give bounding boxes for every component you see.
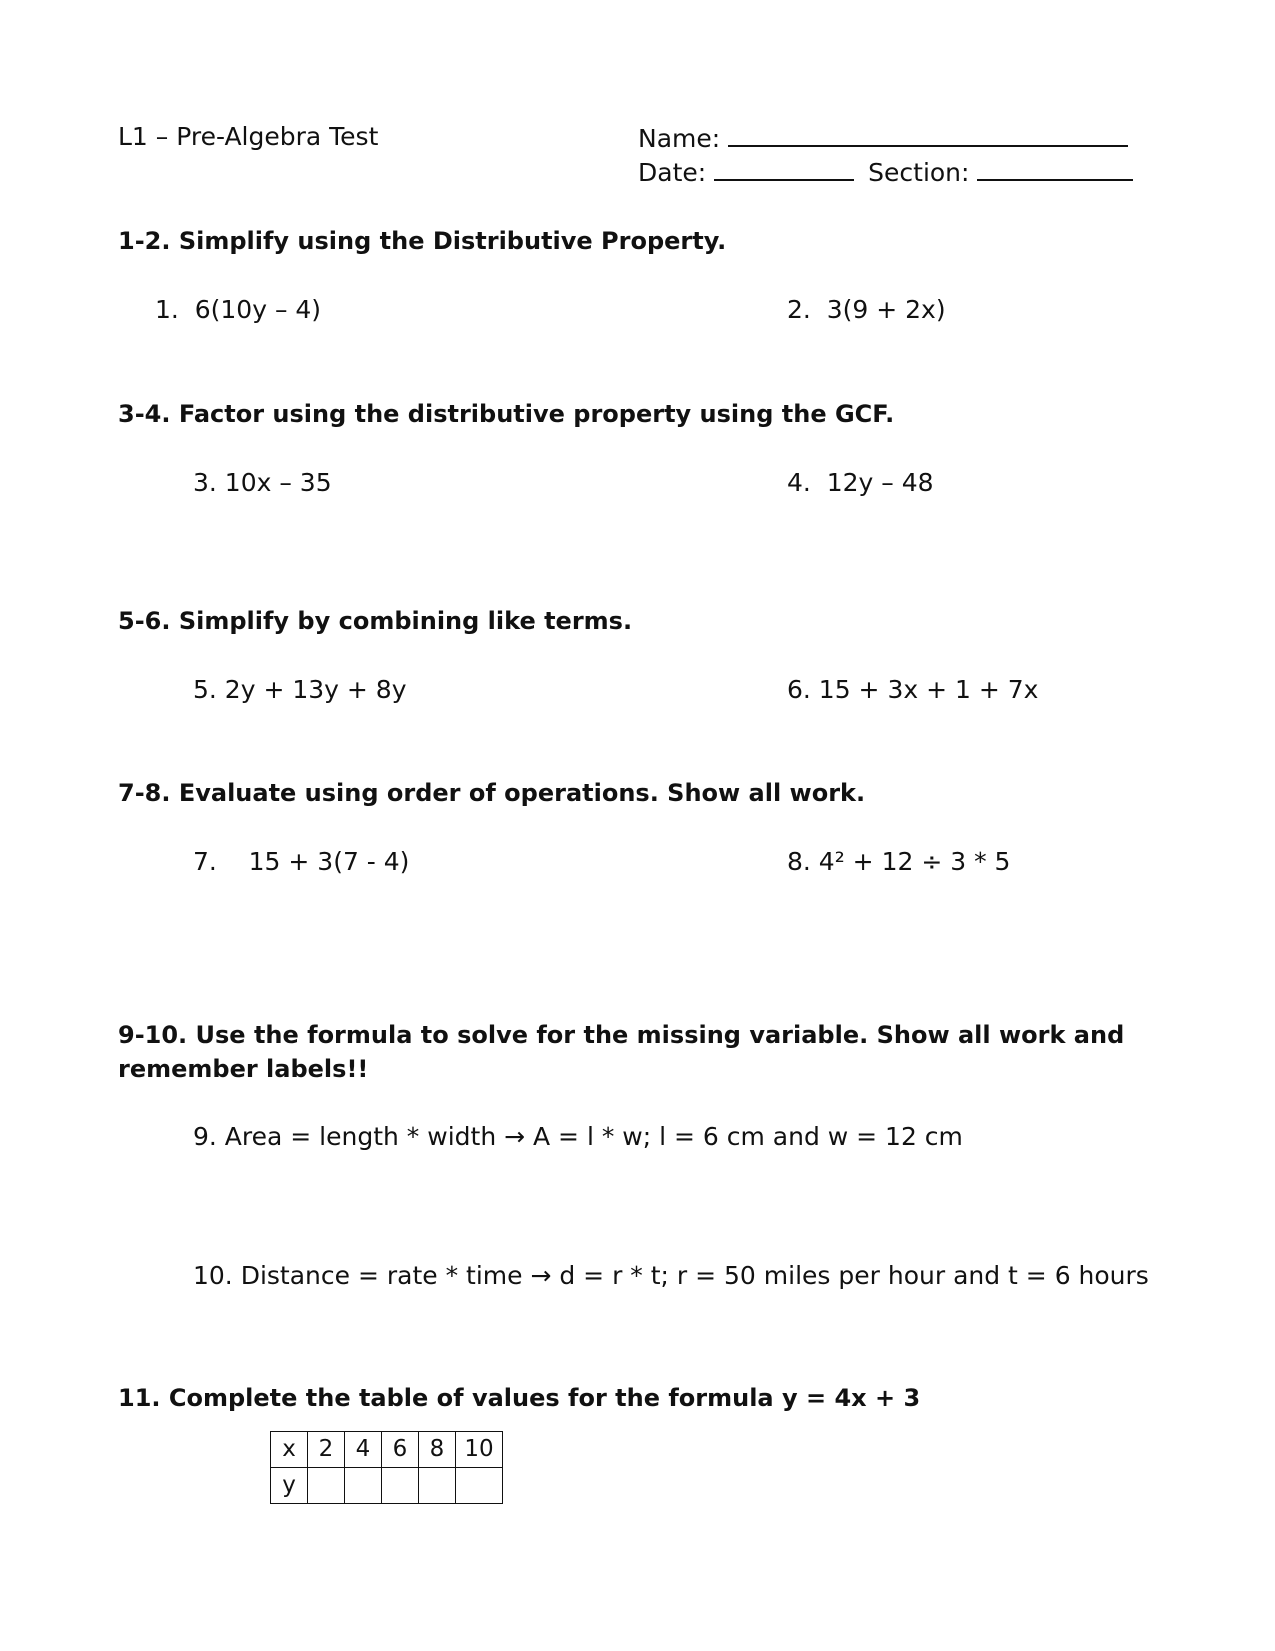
section-label: Section: bbox=[868, 158, 970, 187]
question-9: 9. Area = length * width → A = l * w; l = 6 cm and w = 12 cm bbox=[193, 1122, 963, 1151]
section-11-heading: 11. Complete the table of values for the formula y = 4x + 3 bbox=[118, 1384, 921, 1412]
y-answer-cell[interactable] bbox=[419, 1468, 456, 1504]
name-blank[interactable] bbox=[728, 121, 1128, 147]
test-title: L1 – Pre-Algebra Test bbox=[118, 122, 379, 151]
y-answer-cell[interactable] bbox=[308, 1468, 345, 1504]
table-row-y bbox=[271, 1468, 503, 1504]
section-blank[interactable] bbox=[977, 155, 1133, 181]
y-label-cell: y bbox=[271, 1468, 308, 1504]
question-3: 3. 10x – 35 bbox=[193, 468, 332, 497]
x-value-cell: 8 bbox=[419, 1432, 456, 1468]
section-5-6-heading: 5-6. Simplify by combining like terms. bbox=[118, 607, 633, 635]
question-5: 5. 2y + 13y + 8y bbox=[193, 675, 407, 704]
question-4: 4. 12y – 48 bbox=[787, 468, 934, 497]
values-table bbox=[270, 1431, 503, 1504]
question-6: 6. 15 + 3x + 1 + 7x bbox=[787, 675, 1039, 704]
y-answer-cell[interactable] bbox=[456, 1468, 503, 1504]
date-section-line bbox=[638, 155, 1133, 189]
question-10: 10. Distance = rate * time → d = r * t; r = 50 miles per hour and t = 6 hours bbox=[193, 1261, 1149, 1290]
question-1: 1. 6(10y – 4) bbox=[155, 295, 322, 324]
table-row-x bbox=[271, 1432, 503, 1468]
date-label: Date: bbox=[638, 158, 707, 187]
date-blank[interactable] bbox=[714, 155, 854, 181]
question-7: 7. 15 + 3(7 - 4) bbox=[193, 847, 410, 876]
name-line bbox=[638, 121, 1128, 155]
x-label-cell: x bbox=[271, 1432, 308, 1468]
name-label: Name: bbox=[638, 124, 721, 153]
x-value-cell: 4 bbox=[345, 1432, 382, 1468]
question-2: 2. 3(9 + 2x) bbox=[787, 295, 946, 324]
x-value-cell: 10 bbox=[456, 1432, 503, 1468]
question-8: 8. 4² + 12 ÷ 3 * 5 bbox=[787, 847, 1011, 876]
section-3-4-heading: 3-4. Factor using the distributive property using the GCF. bbox=[118, 400, 895, 428]
section-1-2-heading: 1-2. Simplify using the Distributive Property. bbox=[118, 227, 727, 255]
y-answer-cell[interactable] bbox=[345, 1468, 382, 1504]
x-value-cell: 2 bbox=[308, 1432, 345, 1468]
section-9-10-heading-line2: remember labels!! bbox=[118, 1055, 369, 1083]
section-9-10-heading-line1: 9-10. Use the formula to solve for the missing variable. Show all work and bbox=[118, 1021, 1125, 1049]
x-value-cell: 6 bbox=[382, 1432, 419, 1468]
section-7-8-heading: 7-8. Evaluate using order of operations. Show all work. bbox=[118, 779, 866, 807]
y-answer-cell[interactable] bbox=[382, 1468, 419, 1504]
